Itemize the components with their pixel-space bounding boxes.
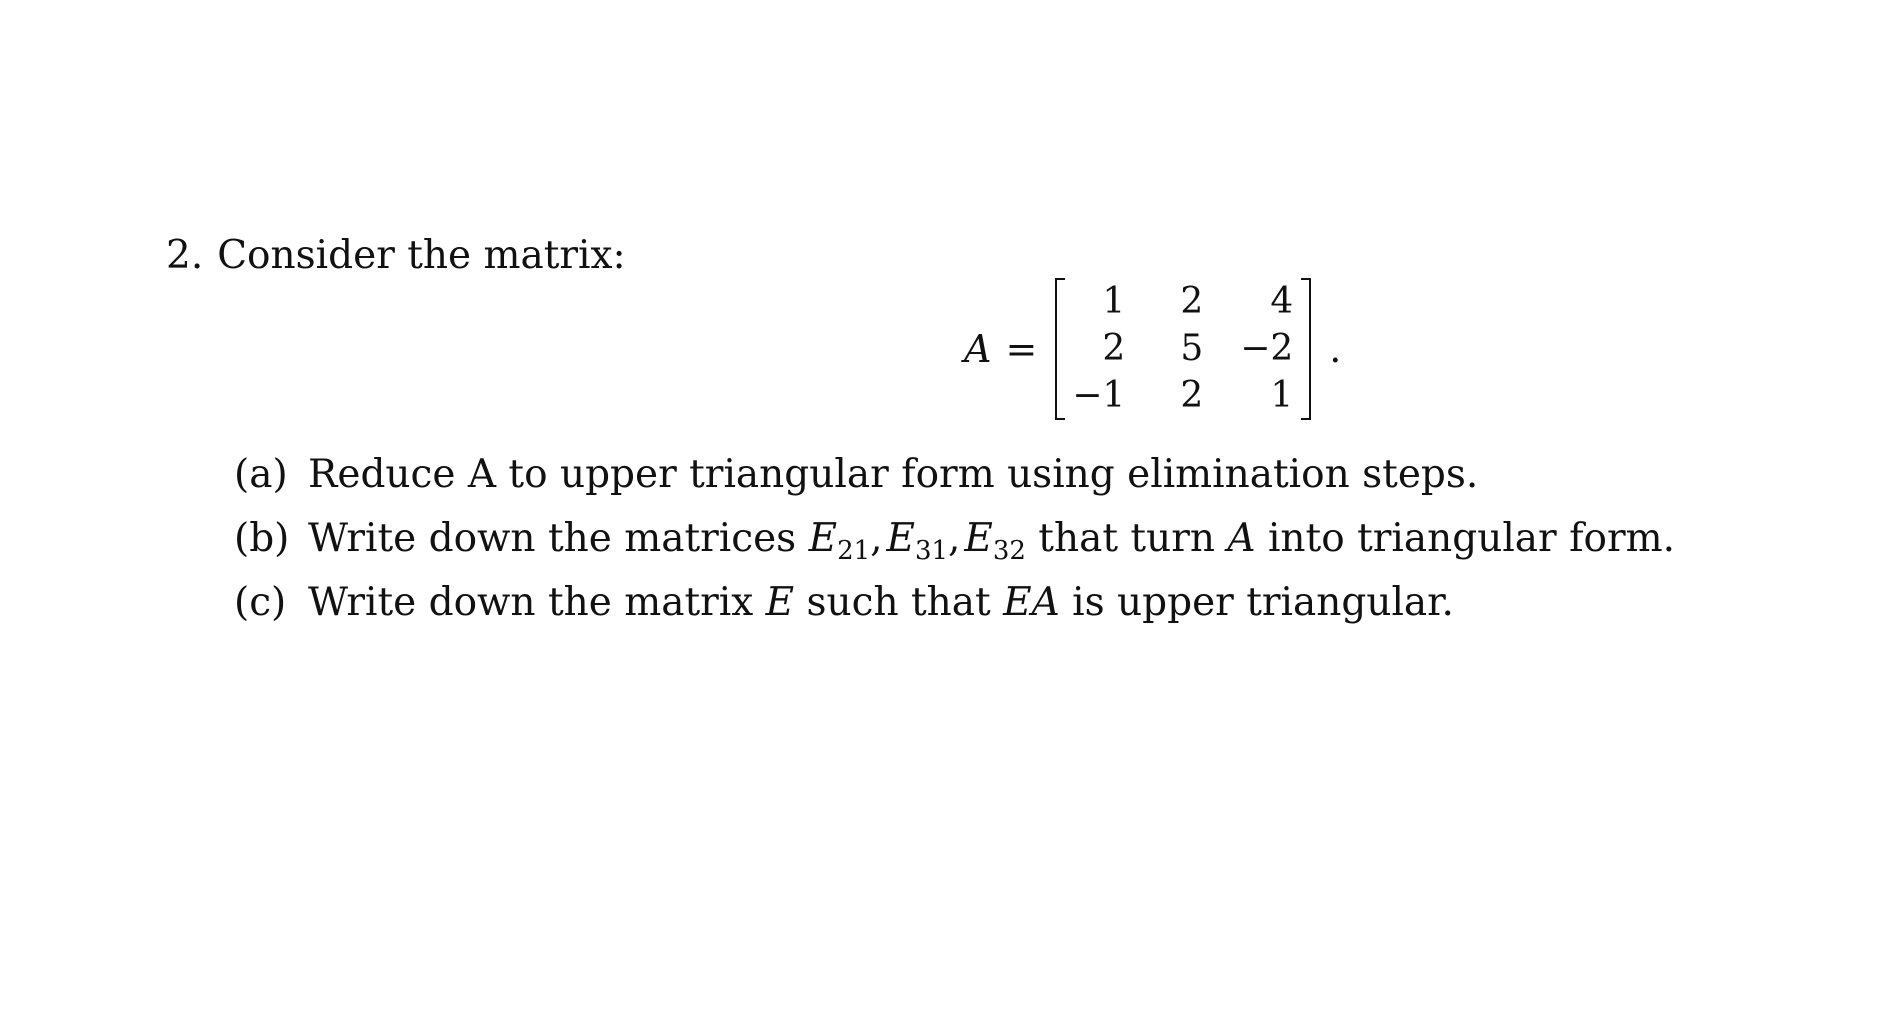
text-fragment: Write down the matrices: [308, 516, 809, 561]
problem-heading: [166, 233, 626, 278]
problem-number: 2.: [166, 233, 204, 278]
matrix-cell: −2: [1240, 327, 1294, 369]
math-symbol: E: [808, 516, 838, 561]
subquestion-a: [234, 452, 1675, 516]
subquestion-label: (a): [234, 452, 288, 497]
math-symbol: E: [765, 580, 795, 625]
math-comma: ,: [870, 516, 883, 561]
subquestion-b: [234, 516, 1675, 580]
right-bracket: [1301, 278, 1311, 420]
subquestion-label: (b): [234, 516, 290, 561]
matrix-cell: 1: [1270, 375, 1294, 417]
math-comma: ,: [948, 516, 961, 561]
problem-intro: Consider the matrix:: [217, 233, 626, 278]
text-fragment: is upper triangular.: [1059, 580, 1454, 625]
equation-period: .: [1329, 327, 1342, 371]
matrix-cell: 2: [1180, 375, 1204, 417]
matrix-cell: 5: [1180, 327, 1204, 369]
matrix-cell: 1: [1102, 280, 1126, 322]
matrix-cell: 4: [1270, 280, 1294, 322]
matrix-a: [1055, 278, 1311, 420]
math-symbol: E: [886, 516, 915, 561]
matrix-row: [1069, 325, 1297, 372]
subquestion-label: (c): [234, 580, 287, 625]
subquestion-c: [234, 580, 1675, 644]
matrix-cell: −1: [1072, 375, 1126, 417]
equation-lhs: A: [964, 327, 992, 371]
math-subscript: 31: [914, 536, 949, 566]
subquestion-text: [308, 580, 1454, 625]
text-fragment: such that: [794, 580, 1004, 625]
math-symbol: EA: [1003, 580, 1060, 625]
text-fragment: that turn: [1025, 516, 1228, 561]
matrix-equation: [964, 278, 1341, 420]
text-fragment: Write down the matrix: [308, 580, 766, 625]
equals-sign: =: [1005, 327, 1038, 371]
left-bracket: [1055, 278, 1065, 420]
matrix-entries: [1069, 278, 1297, 420]
math-subscript: 21: [837, 536, 871, 566]
matrix-cell: 2: [1180, 280, 1204, 322]
subquestion-list: [234, 452, 1675, 644]
text-fragment: into triangular form.: [1255, 516, 1676, 561]
matrix-cell: 2: [1102, 327, 1126, 369]
math-subscript: 32: [992, 536, 1026, 566]
subquestion-text: Reduce A to upper triangular form using elimination steps.: [308, 452, 1479, 497]
math-symbol: E: [964, 516, 993, 561]
matrix-row: [1069, 373, 1297, 420]
subquestion-text: [308, 516, 1675, 566]
math-symbol: A: [1227, 516, 1256, 561]
matrix-row: [1069, 278, 1297, 325]
